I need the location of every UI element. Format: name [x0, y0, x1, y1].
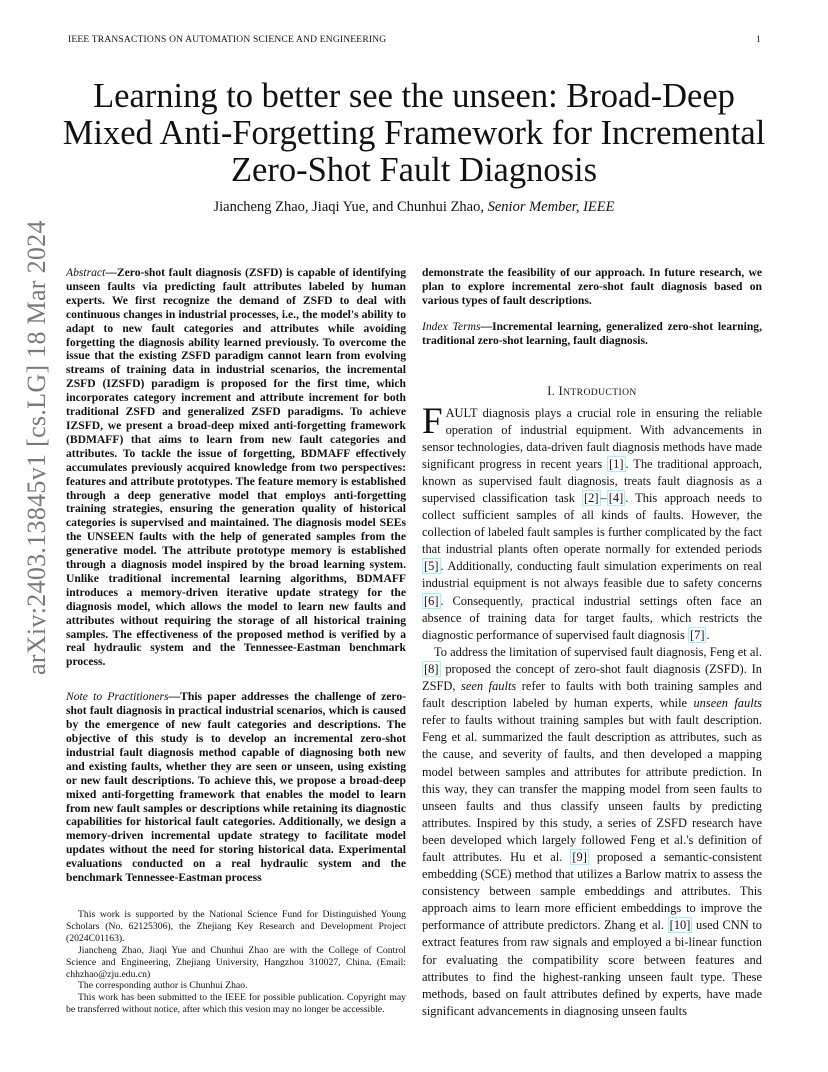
left-column [66, 266, 406, 1016]
section-heading-introduction [422, 384, 762, 399]
term-unseen-faults: unseen faults [693, 696, 762, 711]
abstract-text: —Zero-shot fault diagnosis (ZSFD) is capable of identifying unseen faults via predicting fault attributes labeled by human experts. We first recognize the demand of ZSFD to deal with continuous changes in industrial processes, i.e., the model's ability to adapt to new fault categories and attributes while avoiding forgetting the diagnosis ability learned previously. To overcome the issue that the existing ZSFD paradigm cannot learn from evolving streams of training data in industrial scenarios, the incremental ZSFD (IZSFD) paradigm is proposed for the first time, which incorporates category increment and attribute increment for both traditional ZSFD and generalized ZSFD paradigms. To achieve IZSFD, we present a broad-deep mixed anti-forgetting framework (BDMAFF) that aims to learn from new fault categories and attributes. To tackle the issue of forgetting, BDMAFF effectively accumulates previously acquired knowledge from two perspectives: features and attribute prototypes. The feature memory is established through a deep generative model that employs anti-forgetting training strategies, ensuring the generation quality of historical categories is supervised and maintained. The diagnosis model SEEs the UNSEEN faults with the help of generated samples from the generative model. The attribute prototype memory is established through a diagnosis model inspired by the broad learning system. Unlike traditional incremental learning algorithms, BDMAFF introduces a memory-driven iterative update strategy for the diagnosis model, which allows the model to learn new faults and attributes without requiring the storage of all historical training samples. The effectiveness of the proposed method is verified by a real hydraulic system and the Tennessee-Eastman benchmark process. [66, 266, 406, 669]
note-text: —This paper addresses the challenge of zero-shot fault diagnosis in practical industrial scenarios, which is caused by the emergence of new fault categories and descriptions. The objective of this study is to develop an incremental zero-shot industrial fault diagnosis method capable of diagnosing both new and existing faults, whether they are seen or unseen, using existing or new fault descriptions. To achieve this, we propose a broad-deep mixed anti-forgetting framework that enables the model to learn from new fault samples or descriptions while retaining its diagnostic capabilities for historical fault categories. Additionally, we design a memory-driven incremental update strategy to facilitate model updates without the need for storing historical data. Experimental evaluations conducted on a real hydraulic system and the benchmark Tennessee-Eastman process [66, 690, 406, 885]
citation-link[interactable]: [10] [669, 918, 691, 933]
term-seen-faults: seen faults [461, 679, 517, 694]
paper-title: Learning to better see the unseen: Broad-Deep Mixed Anti-Forgetting Framework for Incremental Zero-Shot Fault Diagnosis [62, 77, 766, 189]
footnote-funding: This work is supported by the National Science Fund for Distinguished Young Scholars (No. 62125306), the Zhejiang Key Research and Development Project (2024C01163). [66, 908, 406, 944]
author-line [60, 199, 768, 216]
arxiv-stamp: arXiv:2403.13845v1 [cs.LG] 18 Mar 2024 [22, 220, 51, 675]
page-number: 1 [756, 35, 761, 45]
author-names: Jiancheng Zhao, Jiaqi Yue, and Chunhui Zhao, [213, 199, 484, 215]
footnotes [66, 909, 406, 1016]
abstract-lead: Abstract [66, 266, 106, 279]
intro-paragraph-2: To address the limitation of supervised fault diagnosis, Feng et al. [8] proposed the concept of zero-shot fault diagnosis (ZSFD). In ZSFD, seen faults refer to faults with both training samples and fault description labeled by human experts, while unseen faults refer to faults without training samples but with fault description. Feng et al. summarized the fault description as attributes, such as the cause, and severity of faults, and then developed a mapping model between samples and attributes for attribute prediction. In this way, they can transfer the mapping model from seen faults to unseen faults and thus classify unseen faults by predicting attributes. Inspired by this study, a series of ZSFD research have been developed which largely followed Feng et al.'s definition of fault attributes. Hu et al. [9] proposed a semantic-consistent embedding (SCE) method that utilizes a Barlow matrix to assess the consistency between sample embeddings and attributes. This approach aims to learn more efficient embeddings to improve the performance of attribute predictors. Zhang et al. [10] used CNN to extract features from raw signals and employed a bi-linear function for evaluating the compatibility score between features and attributes to find the highest-ranking unseen fault type. These methods, based on fault attributes defined by experts, have made significant advancements in diagnosing unseen faults [422, 644, 762, 1018]
author-membership: Senior Member, IEEE [487, 199, 615, 215]
index-terms [422, 320, 762, 348]
citation-link[interactable]: [4] [608, 491, 624, 505]
citation-link[interactable]: [6] [424, 593, 439, 608]
note-continuation: demonstrate the feasibility of our approach. In future research, we plan to explore incremental zero-shot fault diagnosis based on various types of fault descriptions. [422, 266, 762, 307]
citation-link[interactable]: [7] [689, 627, 705, 642]
index-terms-lead: Index Terms [422, 319, 481, 333]
citation-link[interactable]: [9] [572, 849, 587, 864]
intro-paragraph-1: FAULT diagnosis plays a crucial role in ensuring the reliable operation of industrial equipment. With advancements in sensor technologies, data-driven fault diagnosis methods have made significant progress in recent years [1] . The traditional approach, known as supervised fault diagnosis, treats fault diagnosis as a supervised classification task [2] – [4] . This approach needs to collect sufficient samples of all kinds of faults. However, the collection of labeled fault samples is further complicated by the fact that industrial plants often operate normally for extended periods [5] . Additionally, conducting fault simulation experiments on real industrial equipment is not always feasible due to safety concerns [6] . Consequently, practical industrial settings often face an absence of training data for target faults, which restricts the diagnostic performance of supervised fault diagnosis [7] . [422, 400, 762, 642]
index-terms-text: —Incremental learning, generalized zero-shot learning, traditional zero-shot learning, fault diagnosis. [422, 319, 762, 347]
running-head: IEEE TRANSACTIONS ON AUTOMATION SCIENCE AND ENGINEERING [68, 35, 387, 45]
note-lead: Note to Practitioners [66, 690, 169, 704]
footnote-affiliation: Jiancheng Zhao, Jiaqi Yue and Chunhui Zhao are with the College of Control Science and Engineering, Zhejiang University, Hangzhou 310027, China. (Email: chhzhao@zju.edu.cn) [66, 944, 406, 980]
section-number: I. [547, 383, 556, 398]
section-title: INTRODUCTION [558, 383, 637, 398]
citation-link[interactable]: [1] [609, 456, 624, 471]
citation-link[interactable]: [2] [583, 491, 599, 505]
footnote-corresponding: The corresponding author is Chunhui Zhao. [78, 980, 248, 992]
footnote-copyright: This work has been submitted to the IEEE for possible publication. Copyright may be transferred without notice, after which this vesion may no longer be accessible. [66, 992, 406, 1016]
abstract [66, 266, 406, 669]
citation-link[interactable]: [8] [424, 661, 439, 676]
right-column [422, 266, 762, 1020]
drop-cap: F [422, 400, 443, 442]
citation-link[interactable]: [5] [424, 559, 439, 574]
note-to-practitioners [66, 690, 406, 885]
